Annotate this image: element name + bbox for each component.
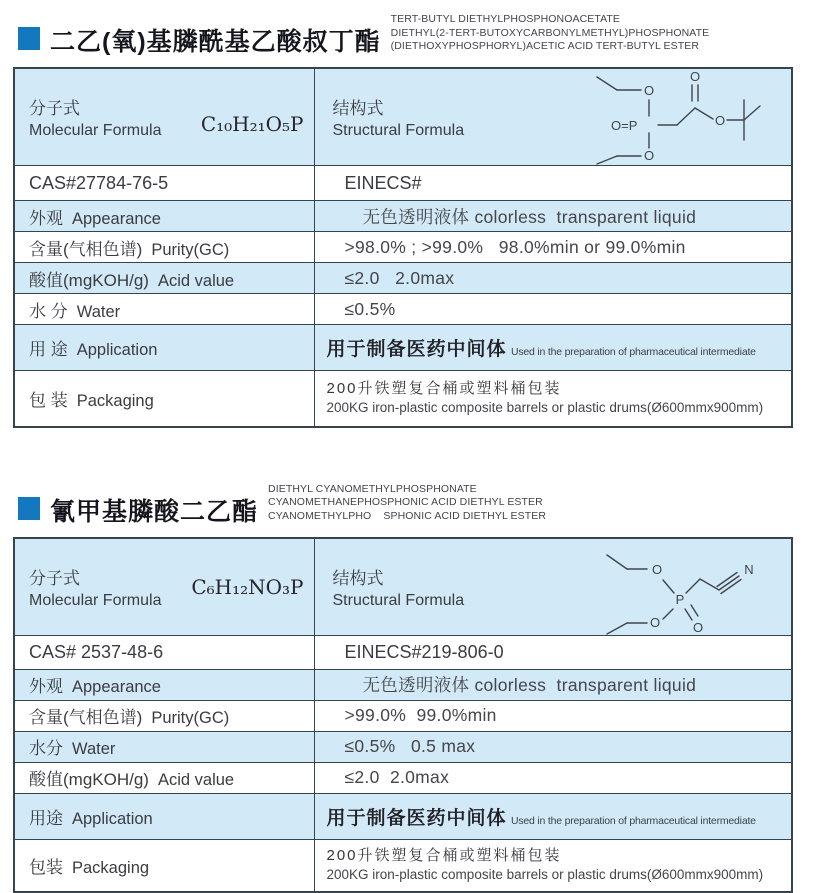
spec-label-cn: 水分: [29, 739, 63, 758]
svg-text:O: O: [652, 562, 662, 577]
spec-label-en: Water: [77, 303, 120, 321]
spec-value: ≤0.5%: [314, 294, 792, 325]
molecular-formula-label-cn: 分子式: [29, 564, 187, 589]
spec-label-cn: 含量(气相色谱): [29, 708, 142, 727]
packaging-line-1: 200升铁塑复合桶或塑料桶包装: [327, 846, 782, 866]
svg-text:O: O: [644, 83, 654, 98]
table-row-application: [14, 793, 792, 839]
packaging-line-2: 200KG iron-plastic composite barrels or plastic drums(Ø600mmx900mm): [327, 399, 782, 417]
section-marker-square: [18, 27, 40, 50]
table-row-packaging: [14, 839, 792, 892]
cas-number: CAS#27784-76-5: [14, 166, 314, 201]
table-row-water: [14, 731, 792, 762]
spec-value: ≤2.0 2.0max: [314, 762, 792, 793]
svg-text:P: P: [676, 592, 685, 607]
application-value-en: Used in the preparation of pharmaceutical intermediate: [511, 815, 756, 827]
spec-value: >99.0% 99.0%min: [314, 700, 792, 731]
product-english-name: CYANOMETHYLPHO SPHONIC ACID DIETHYL ESTER: [268, 510, 546, 524]
spec-label-cn: 用途: [29, 809, 63, 828]
application-value-cn: 用于制备医药中间体: [327, 807, 507, 829]
product-spec-table: [13, 67, 793, 428]
spec-label-cn: 酸值(mgKOH/g): [29, 271, 149, 290]
structural-formula-label-en: Structural Formula: [333, 592, 582, 610]
table-row-appearance: [14, 669, 792, 700]
packaging-line-2: 200KG iron-plastic composite barrels or plastic drums(Ø600mmx900mm): [327, 866, 782, 884]
einecs-number: EINECS#: [314, 166, 792, 201]
table-row-water: [14, 294, 792, 325]
spec-value: ≤0.5% 0.5 max: [314, 731, 792, 762]
spec-label-cn: 酸值(mgKOH/g): [29, 770, 149, 789]
structural-formula-diagram: [581, 69, 781, 165]
product-english-names: [391, 13, 710, 54]
spec-label-en: Water: [72, 740, 115, 758]
product-spec-table: [13, 537, 793, 893]
spec-label-cn: 水 分: [29, 302, 68, 321]
molecular-formula-label-en: Molecular Formula: [29, 592, 187, 610]
section-marker-square: [18, 497, 40, 520]
spec-value: >98.0% ; >99.0% 98.0%min or 99.0%min: [314, 232, 792, 263]
molecular-formula-value: C₁₀H₂₁O₅P: [201, 112, 304, 136]
table-row-purity: [14, 700, 792, 731]
product-section-1: [0, 10, 815, 428]
structural-formula-diagram: [581, 539, 781, 635]
svg-text:O: O: [644, 148, 654, 163]
spec-label-cn: 用 途: [29, 340, 68, 359]
table-row-registry: [14, 166, 792, 201]
product-english-name: (DIETHOXYPHOSPHORYL)ACETIC ACID TERT-BUTYL ESTER: [391, 40, 710, 54]
product-title-cn: 二乙(氧)基膦酰基乙酸叔丁酯: [50, 22, 381, 58]
product-english-names: [268, 483, 546, 524]
spec-label-en: Purity(GC): [151, 241, 229, 259]
spec-label-en: Application: [72, 810, 153, 828]
structural-formula-label-cn: 结构式: [333, 564, 582, 589]
table-row-formula: [14, 68, 792, 166]
spec-label-cn: 外观: [29, 677, 63, 696]
spec-value: 无色透明液体 colorless transparent liquid: [314, 201, 792, 232]
svg-text:O: O: [650, 615, 660, 630]
spec-label-en: Packaging: [77, 392, 154, 410]
table-row-formula: [14, 538, 792, 636]
structural-formula-label-cn: 结构式: [333, 94, 582, 119]
table-row-registry: [14, 635, 792, 669]
table-row-appearance: [14, 201, 792, 232]
table-row-packaging: [14, 371, 792, 427]
product-english-name: DIETHYL CYANOMETHYLPHOSPHONATE: [268, 483, 546, 497]
spec-value: ≤2.0 2.0max: [314, 263, 792, 294]
spec-value: 无色透明液体 colorless transparent liquid: [314, 669, 792, 700]
svg-text:O: O: [715, 113, 725, 128]
molecular-formula-value: C₆H₁₂NO₃P: [191, 575, 303, 599]
spec-label-cn: 包装: [29, 858, 63, 877]
spec-label-en: Appearance: [72, 210, 161, 228]
spec-label-en: Appearance: [72, 678, 161, 696]
table-row-application: [14, 325, 792, 371]
structural-formula-label-en: Structural Formula: [333, 122, 582, 140]
svg-text:O=P: O=P: [611, 118, 637, 133]
svg-text:O: O: [693, 620, 703, 635]
table-row-acid-value: [14, 263, 792, 294]
table-row-purity: [14, 232, 792, 263]
packaging-line-1: 200升铁塑复合桶或塑料桶包装: [327, 379, 782, 399]
spec-label-en: Acid value: [158, 272, 234, 290]
spec-label-en: Packaging: [72, 859, 149, 877]
product-english-name: TERT-BUTYL DIETHYLPHOSPHONOACETATE: [391, 13, 710, 27]
product-section-2: [0, 480, 815, 893]
product-header: [18, 10, 815, 58]
application-value-cn: 用于制备医药中间体: [327, 338, 507, 360]
cas-number: CAS# 2537-48-6: [14, 635, 314, 669]
product-header: [18, 480, 815, 528]
spec-label-en: Application: [77, 341, 158, 359]
svg-text:O: O: [690, 69, 700, 84]
einecs-number: EINECS#219-806-0: [314, 635, 792, 669]
spec-label-en: Purity(GC): [151, 709, 229, 727]
spec-label-cn: 含量(气相色谱): [29, 240, 142, 259]
svg-text:N: N: [744, 562, 753, 577]
product-english-name: DIETHYL(2-TERT-BUTOXYCARBONYLMETHYL)PHOSPHONATE: [391, 27, 710, 41]
spec-label-cn: 外观: [29, 209, 63, 228]
molecular-formula-label-cn: 分子式: [29, 94, 197, 119]
application-value-en: Used in the preparation of pharmaceutical intermediate: [511, 346, 756, 358]
product-english-name: CYANOMETHANEPHOSPHONIC ACID DIETHYL ESTER: [268, 496, 546, 510]
table-row-acid-value: [14, 762, 792, 793]
spec-label-en: Acid value: [158, 771, 234, 789]
molecular-formula-label-en: Molecular Formula: [29, 122, 197, 140]
spec-label-cn: 包 装: [29, 391, 68, 410]
product-title-cn: 氰甲基膦酸二乙酯: [50, 492, 258, 528]
